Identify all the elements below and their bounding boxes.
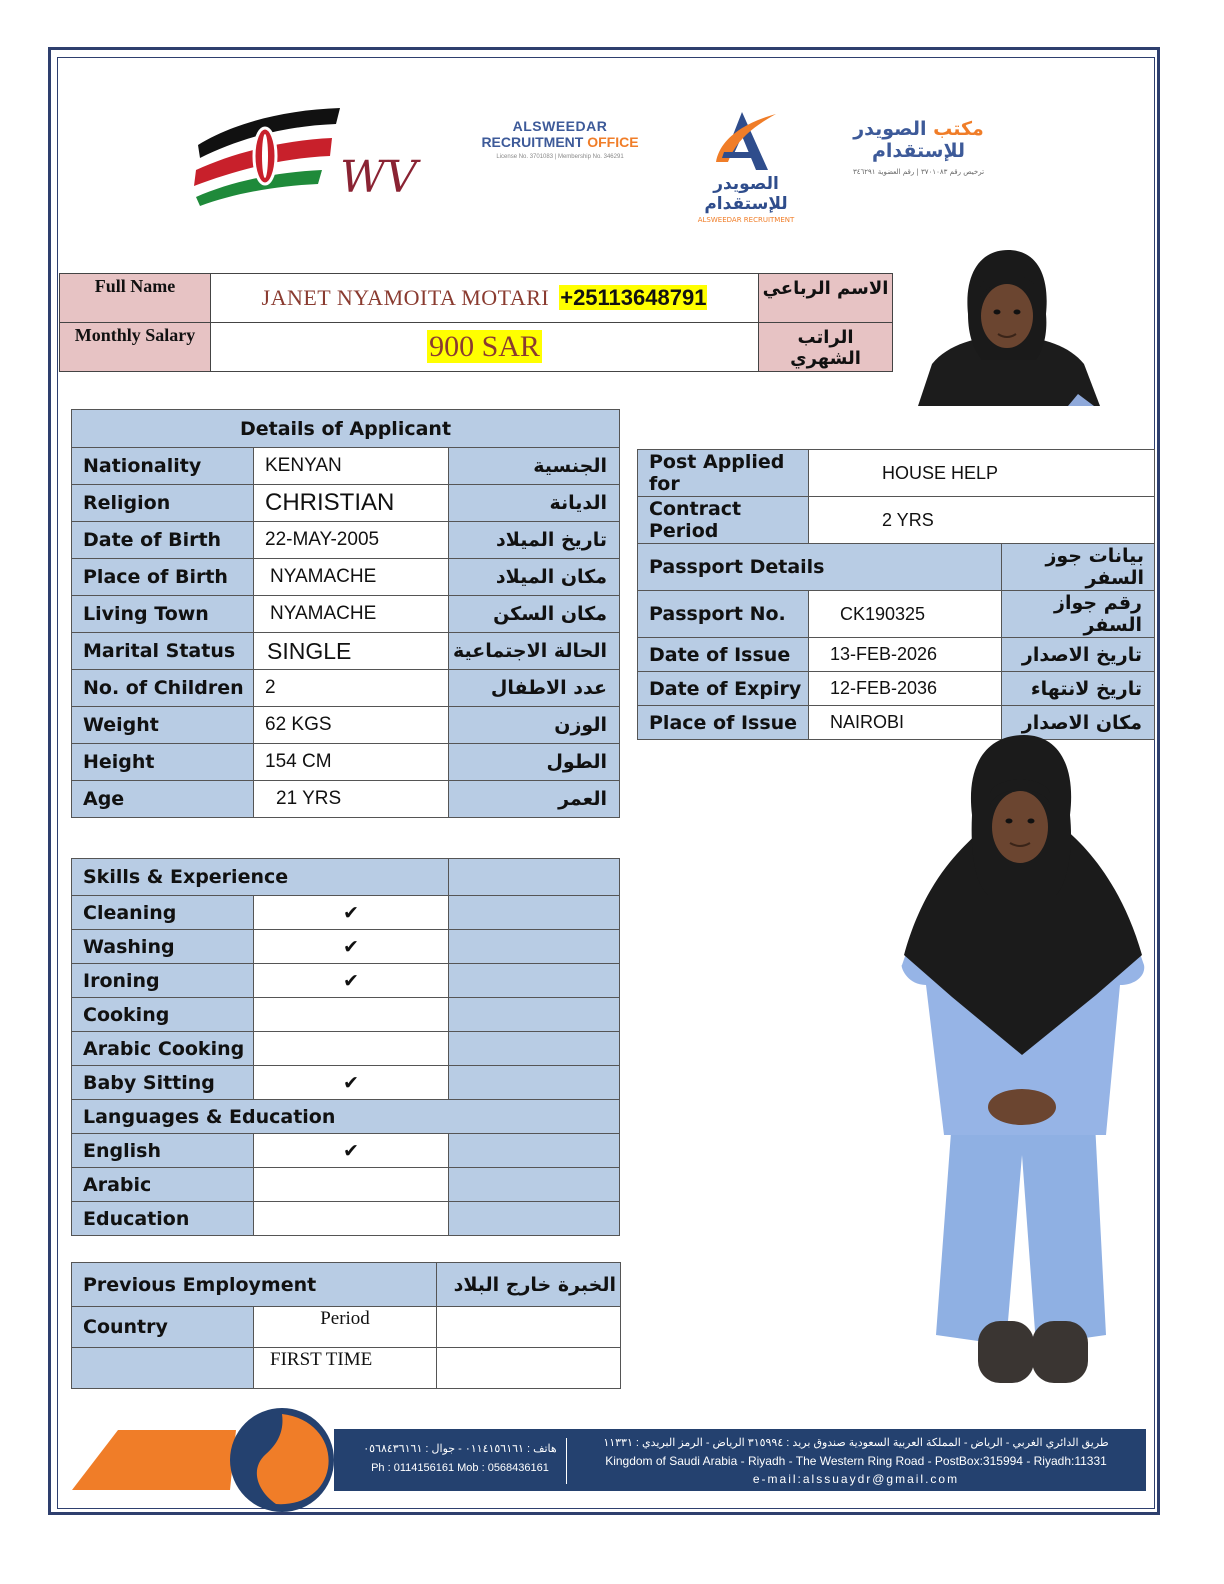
language-label: English bbox=[72, 1134, 254, 1168]
table-row bbox=[72, 964, 620, 998]
passport-header-ar: بيانات جوز السفر bbox=[1002, 544, 1155, 591]
a-logo-arabic: الصويدر للإستقدام bbox=[704, 174, 788, 214]
row-label-ar: الوزن bbox=[449, 707, 620, 744]
full-name-cell bbox=[211, 274, 759, 323]
check-icon: ✔ bbox=[254, 896, 449, 930]
first-time-value: FIRST TIME bbox=[254, 1348, 437, 1389]
row-label: Height bbox=[72, 744, 254, 781]
table-row bbox=[72, 522, 620, 559]
footer-address bbox=[576, 1434, 1136, 1488]
table-row bbox=[72, 633, 620, 670]
post-value: HOUSE HELP bbox=[809, 450, 1155, 497]
check-icon: ✔ bbox=[254, 1134, 449, 1168]
table-row bbox=[72, 1307, 621, 1348]
row-label-ar: تاريخ الاصدار bbox=[1002, 638, 1155, 672]
row-value: NYAMACHE bbox=[254, 596, 449, 633]
row-value: 22-MAY-2005 bbox=[254, 522, 449, 559]
row-value: CK190325 bbox=[809, 591, 1002, 638]
footer-email: e-mail:alssuaydr@gmail.com bbox=[752, 1472, 960, 1486]
blank-cell bbox=[449, 1168, 620, 1202]
check-icon bbox=[254, 1032, 449, 1066]
skill-label: Baby Sitting bbox=[72, 1066, 254, 1100]
row-value: 12-FEB-2036 bbox=[809, 672, 1002, 706]
row-label: Marital Status bbox=[72, 633, 254, 670]
alsweedar-english-logo bbox=[470, 118, 650, 160]
blank-cell bbox=[449, 1066, 620, 1100]
check-icon bbox=[254, 998, 449, 1032]
row-label: Age bbox=[72, 781, 254, 818]
row-value: SINGLE bbox=[254, 633, 449, 670]
footer-address-en: Kingdom of Saudi Arabia - Riyadh - The Western Ring Road - PostBox:315994 - Riyadh:11331 bbox=[605, 1454, 1107, 1468]
table-row bbox=[638, 497, 1155, 544]
row-label: Date of Birth bbox=[72, 522, 254, 559]
row-label: Nationality bbox=[72, 448, 254, 485]
language-label: Arabic bbox=[72, 1168, 254, 1202]
footer-phone-en: Ph : 0114156161 Mob : 0568436161 bbox=[371, 1462, 549, 1474]
row-value: CHRISTIAN bbox=[254, 485, 449, 522]
footer-phone-ar: هاتف : ٠١١٤١٥٦١٦١ - جوال : ٠٥٦٨٤٣٦١٦١ bbox=[363, 1443, 557, 1455]
row-label: No. of Children bbox=[72, 670, 254, 707]
wv-kenya-flag-logo bbox=[190, 100, 417, 210]
row-label: Date of Issue bbox=[638, 638, 809, 672]
row-value: 13-FEB-2026 bbox=[809, 638, 1002, 672]
table-row bbox=[72, 1134, 620, 1168]
applicant-details-table bbox=[71, 409, 620, 818]
blank-cell bbox=[449, 1202, 620, 1236]
blank-cell bbox=[437, 1307, 621, 1348]
row-label: Weight bbox=[72, 707, 254, 744]
applicant-headshot-photo bbox=[918, 244, 1100, 406]
row-value: NAIROBI bbox=[809, 706, 1002, 740]
check-icon: ✔ bbox=[254, 930, 449, 964]
row-label-ar: رقم جواز السفر bbox=[1002, 591, 1155, 638]
name-salary-table bbox=[59, 273, 893, 372]
table-row bbox=[72, 896, 620, 930]
row-label-ar: الجنسية bbox=[449, 448, 620, 485]
table-row bbox=[72, 670, 620, 707]
salary-label-ar: الراتب الشهري bbox=[759, 323, 893, 372]
table-row bbox=[638, 450, 1155, 497]
row-label-ar: تاريخ لانتهاء bbox=[1002, 672, 1155, 706]
row-label: Passport No. bbox=[638, 591, 809, 638]
table-row bbox=[72, 485, 620, 522]
table-row bbox=[72, 1348, 621, 1389]
blank-cell bbox=[449, 1134, 620, 1168]
previous-employment-title: Previous Employment bbox=[72, 1263, 437, 1307]
table-row bbox=[72, 998, 620, 1032]
table-row bbox=[72, 448, 620, 485]
table-row bbox=[72, 1066, 620, 1100]
row-value: 62 KGS bbox=[254, 707, 449, 744]
logo-line-2 bbox=[470, 134, 650, 150]
skill-label: Washing bbox=[72, 930, 254, 964]
check-icon: ✔ bbox=[254, 1066, 449, 1100]
blank-cell bbox=[449, 964, 620, 998]
salary-value: 900 SAR bbox=[429, 330, 540, 363]
table-row bbox=[72, 781, 620, 818]
skill-label: Arabic Cooking bbox=[72, 1032, 254, 1066]
passport-header: Passport Details bbox=[638, 544, 1002, 591]
row-label-ar: مكان الاصدار bbox=[1002, 706, 1155, 740]
row-value: 2 bbox=[254, 670, 449, 707]
phone-value: +25113648791 bbox=[560, 285, 707, 310]
row-label-ar: تاريخ الميلاد bbox=[449, 522, 620, 559]
row-label: Date of Expiry bbox=[638, 672, 809, 706]
language-label: Education bbox=[72, 1202, 254, 1236]
office-arabic-logo bbox=[826, 118, 1011, 176]
row-label: Place of Birth bbox=[72, 559, 254, 596]
row-label-ar: الطول bbox=[449, 744, 620, 781]
row-label: Place of Issue bbox=[638, 706, 809, 740]
salary-cell bbox=[211, 323, 759, 372]
logo-line-1: ALSWEEDAR bbox=[512, 118, 608, 134]
letter-a-icon bbox=[676, 108, 816, 174]
blank-cell bbox=[449, 930, 620, 964]
table-row bbox=[638, 672, 1155, 706]
country-value bbox=[72, 1348, 254, 1389]
skills-title-blank bbox=[449, 859, 620, 896]
a-logo-english: ALSWEEDAR RECRUITMENT bbox=[697, 216, 795, 224]
logo-license: License No. 3701083 | Membership No. 346291 bbox=[496, 154, 624, 160]
check-icon bbox=[254, 1168, 449, 1202]
table-row bbox=[72, 1168, 620, 1202]
table-row bbox=[72, 707, 620, 744]
table-row bbox=[72, 930, 620, 964]
skills-title: Skills & Experience bbox=[72, 859, 449, 896]
previous-employment-title-ar: الخبرة خارج البلاد bbox=[437, 1263, 621, 1307]
table-row bbox=[72, 1202, 620, 1236]
contract-value: 2 YRS bbox=[809, 497, 1155, 544]
languages-title: Languages & Education bbox=[72, 1100, 620, 1134]
alsweedar-a-logo bbox=[676, 108, 816, 224]
table-row bbox=[638, 638, 1155, 672]
previous-employment-table bbox=[71, 1262, 621, 1389]
applicant-full-body-photo bbox=[896, 735, 1150, 1390]
skill-label: Cooking bbox=[72, 998, 254, 1032]
row-label-ar: عدد الاطفال bbox=[449, 670, 620, 707]
row-label-ar: الديانة bbox=[449, 485, 620, 522]
check-icon: ✔ bbox=[254, 964, 449, 998]
full-name-label: Full Name bbox=[60, 274, 211, 323]
logo-recruitment: RECRUITMENT bbox=[481, 134, 584, 150]
blank-cell bbox=[437, 1348, 621, 1389]
row-value: KENYAN bbox=[254, 448, 449, 485]
row-value: 21 YRS bbox=[254, 781, 449, 818]
row-label: Religion bbox=[72, 485, 254, 522]
table-row bbox=[638, 591, 1155, 638]
row-label: Living Town bbox=[72, 596, 254, 633]
table-row bbox=[638, 544, 1155, 591]
footer-brand-shape bbox=[70, 1408, 340, 1508]
skill-label: Ironing bbox=[72, 964, 254, 998]
logo-office: OFFICE bbox=[587, 134, 639, 150]
row-label-ar: العمر bbox=[449, 781, 620, 818]
row-label-ar: مكان الميلاد bbox=[449, 559, 620, 596]
footer-phone bbox=[360, 1440, 560, 1478]
office-name: الصويدر للإستقدام bbox=[853, 118, 966, 162]
office-word: مكتب bbox=[926, 118, 984, 140]
footer bbox=[70, 1408, 1150, 1508]
table-row bbox=[72, 559, 620, 596]
footer-divider bbox=[566, 1438, 567, 1484]
wv-text: WV bbox=[340, 152, 417, 203]
row-label-ar: مكان السكن bbox=[449, 596, 620, 633]
blank-cell bbox=[449, 1032, 620, 1066]
row-value: NYAMACHE bbox=[254, 559, 449, 596]
full-name-label-ar: الاسم الرباعي bbox=[759, 274, 893, 323]
table-row bbox=[72, 1032, 620, 1066]
row-label-ar: الحالة الاجتماعية bbox=[449, 633, 620, 670]
period-label: Period bbox=[254, 1307, 437, 1348]
table-row bbox=[72, 744, 620, 781]
country-label: Country bbox=[72, 1307, 254, 1348]
blank-cell bbox=[449, 896, 620, 930]
full-name-value: JANET NYAMOITA MOTARI bbox=[261, 285, 550, 310]
table-row bbox=[72, 596, 620, 633]
salary-label: Monthly Salary bbox=[60, 323, 211, 372]
footer-address-ar: طريق الدائري الغربي - الرياض - المملكة العربية السعودية صندوق بريد : ٣١٥٩٩٤ الرياض - الرمز البريدي : ١١٣٣١ bbox=[603, 1437, 1109, 1449]
office-license-ar: ترخيص رقم ٣٧٠١٠٨٣ | رقم العضوية ٣٤٦٢٩١ bbox=[852, 168, 985, 176]
check-icon bbox=[254, 1202, 449, 1236]
post-label: Post Applied for bbox=[638, 450, 809, 497]
skills-table bbox=[71, 858, 620, 1236]
row-value: 154 CM bbox=[254, 744, 449, 781]
applicant-details-title: Details of Applicant bbox=[72, 410, 620, 448]
contract-label: Contract Period bbox=[638, 497, 809, 544]
skill-label: Cleaning bbox=[72, 896, 254, 930]
blank-cell bbox=[449, 998, 620, 1032]
post-passport-table bbox=[637, 449, 1155, 740]
